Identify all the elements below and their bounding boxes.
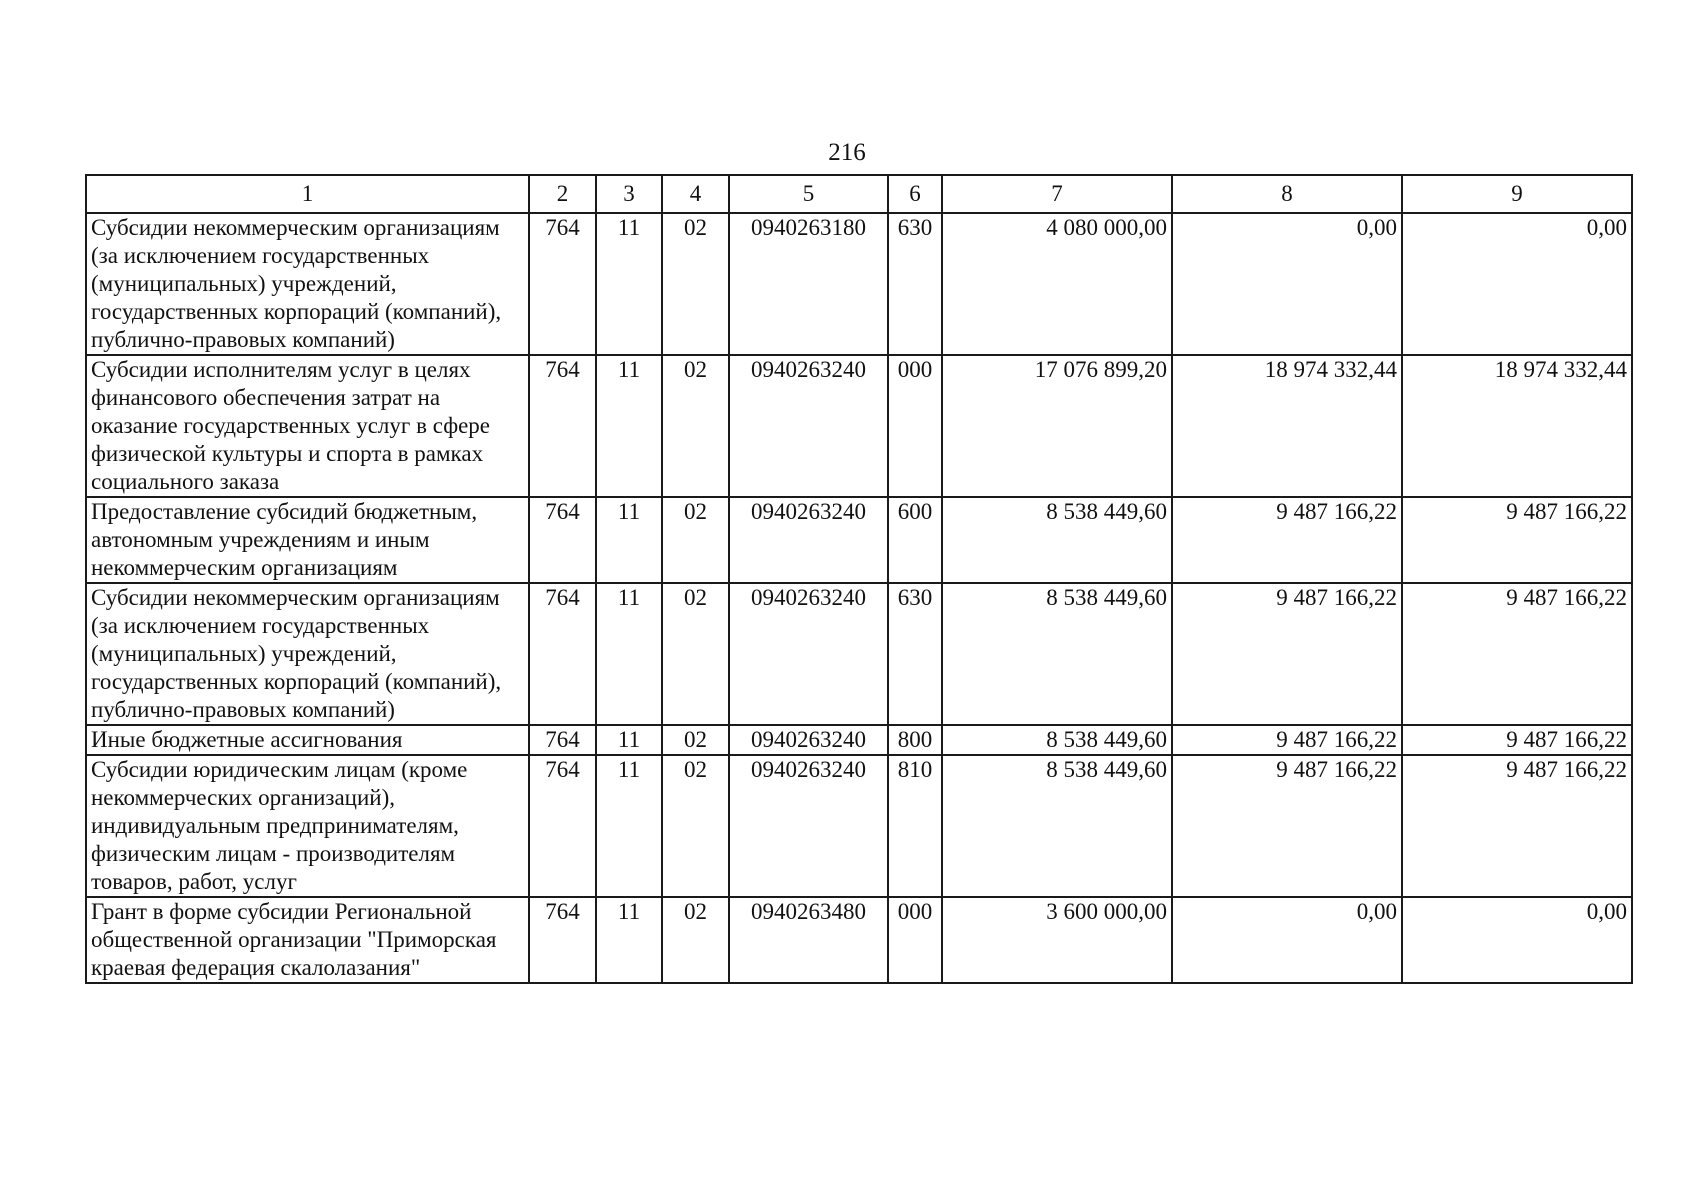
cell-subsection: 02 [662,725,729,755]
cell-expense-type: 000 [888,897,942,983]
cell-amount-8: 9 487 166,22 [1172,755,1402,897]
column-header: 4 [662,175,729,213]
table-row [86,213,1632,355]
page-number: 216 [828,139,866,166]
table-row [86,497,1632,583]
cell-amount-7: 3 600 000,00 [942,897,1172,983]
column-header: 5 [729,175,888,213]
cell-target-article: 0940263480 [729,897,888,983]
table-row [86,583,1632,725]
header-row [86,175,1632,213]
cell-amount-9: 9 487 166,22 [1402,725,1632,755]
cell-subsection: 02 [662,355,729,497]
row-name: Субсидии исполнителям услуг в целях финансового обеспечения затрат на оказание государственных услуг в сфере физической культуры и спорта в рамках социального заказа [86,355,529,497]
cell-ministry-code: 764 [529,725,596,755]
cell-expense-type: 810 [888,755,942,897]
table-row [86,355,1632,497]
column-header: 2 [529,175,596,213]
cell-subsection: 02 [662,213,729,355]
row-name: Иные бюджетные ассигнования [86,725,529,755]
cell-ministry-code: 764 [529,497,596,583]
cell-amount-9: 9 487 166,22 [1402,755,1632,897]
table-row [86,725,1632,755]
cell-amount-9: 0,00 [1402,897,1632,983]
cell-amount-7: 17 076 899,20 [942,355,1172,497]
cell-amount-7: 8 538 449,60 [942,583,1172,725]
cell-amount-8: 18 974 332,44 [1172,355,1402,497]
cell-section: 11 [596,897,662,983]
cell-amount-8: 0,00 [1172,897,1402,983]
cell-expense-type: 000 [888,355,942,497]
cell-subsection: 02 [662,583,729,725]
cell-amount-8: 9 487 166,22 [1172,497,1402,583]
cell-target-article: 0940263240 [729,497,888,583]
cell-section: 11 [596,755,662,897]
budget-table [85,174,1633,984]
cell-section: 11 [596,725,662,755]
cell-amount-9: 9 487 166,22 [1402,497,1632,583]
cell-subsection: 02 [662,497,729,583]
cell-amount-7: 8 538 449,60 [942,755,1172,897]
column-header: 3 [596,175,662,213]
cell-ministry-code: 764 [529,755,596,897]
row-name: Субсидии некоммерческим организациям (за исключением государственных (муниципальных) учреждений, государственных корпораций (компаний), публично-правовых компаний) [86,213,529,355]
cell-target-article: 0940263180 [729,213,888,355]
cell-section: 11 [596,583,662,725]
cell-amount-8: 9 487 166,22 [1172,725,1402,755]
row-name: Грант в форме субсидии Региональной общественной организации "Приморская краевая федерация скалолазания" [86,897,529,983]
cell-subsection: 02 [662,755,729,897]
cell-section: 11 [596,355,662,497]
cell-amount-7: 8 538 449,60 [942,497,1172,583]
cell-amount-8: 9 487 166,22 [1172,583,1402,725]
cell-target-article: 0940263240 [729,725,888,755]
cell-amount-9: 0,00 [1402,213,1632,355]
cell-target-article: 0940263240 [729,755,888,897]
cell-target-article: 0940263240 [729,583,888,725]
column-header: 7 [942,175,1172,213]
cell-target-article: 0940263240 [729,355,888,497]
cell-amount-7: 4 080 000,00 [942,213,1172,355]
cell-ministry-code: 764 [529,213,596,355]
row-name: Субсидии некоммерческим организациям (за исключением государственных (муниципальных) учреждений, государственных корпораций (компаний), публично-правовых компаний) [86,583,529,725]
column-header: 9 [1402,175,1632,213]
column-header: 8 [1172,175,1402,213]
cell-expense-type: 800 [888,725,942,755]
cell-amount-9: 18 974 332,44 [1402,355,1632,497]
row-name: Субсидии юридическим лицам (кроме некоммерческих организаций), индивидуальным предпринимателям, физическим лицам - производителям товаров, работ, услуг [86,755,529,897]
row-name: Предоставление субсидий бюджетным, автономным учреждениям и иным некоммерческим организациям [86,497,529,583]
cell-section: 11 [596,497,662,583]
cell-expense-type: 630 [888,583,942,725]
cell-subsection: 02 [662,897,729,983]
cell-amount-7: 8 538 449,60 [942,725,1172,755]
cell-ministry-code: 764 [529,897,596,983]
cell-expense-type: 600 [888,497,942,583]
table-row [86,897,1632,983]
cell-ministry-code: 764 [529,355,596,497]
cell-expense-type: 630 [888,213,942,355]
cell-amount-8: 0,00 [1172,213,1402,355]
column-header: 6 [888,175,942,213]
cell-amount-9: 9 487 166,22 [1402,583,1632,725]
table-row [86,755,1632,897]
cell-section: 11 [596,213,662,355]
column-header: 1 [86,175,529,213]
cell-ministry-code: 764 [529,583,596,725]
